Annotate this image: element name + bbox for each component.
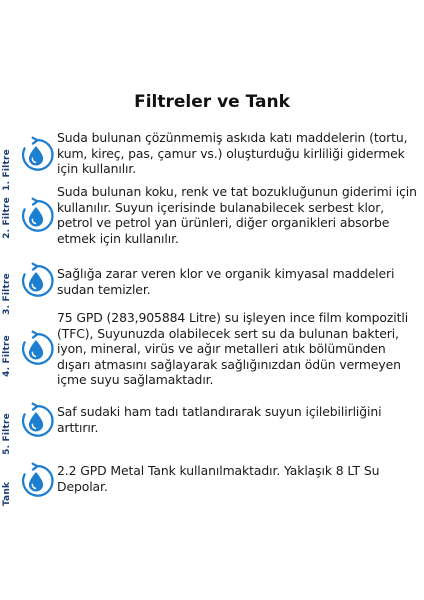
water-drop-icon xyxy=(17,262,55,300)
filter-description-2: Suda bulunan koku, renk ve tat bozukluğunun giderimi için kullanılır. Suyun içerisinde bulanabilecek serbest klor, petrol ve petrol yan ürünleri, diğer organikleri absorbe etmek için kullanılır. xyxy=(57,184,417,246)
water-drop-icon xyxy=(17,402,55,440)
filter-label-tank: Tank xyxy=(2,481,12,507)
filter-label-4: 4. Filtre xyxy=(2,335,12,377)
water-drop-icon xyxy=(17,197,55,235)
filter-description-5: Saf sudaki ham tadı tatlandırarak suyun içilebilirliğini arttırır. xyxy=(57,404,382,435)
page-title: Filtreler ve Tank xyxy=(134,92,290,112)
filter-label-3: 3. Filtre xyxy=(2,273,12,315)
water-drop-icon xyxy=(17,136,55,174)
filter-description-1: Suda bulunan çözünmemiş askıda katı maddelerin (tortu, kum, kireç, pas, çamur vs.) oluşturduğu kirliliği gidermek için kullanılır. xyxy=(57,130,408,176)
filter-label-1: 1. Filtre xyxy=(2,149,12,191)
filter-description-3: Sağlığa zarar veren klor ve organik kimyasal maddeleri sudan temizler. xyxy=(57,266,395,297)
filter-description-tank: 2.2 GPD Metal Tank kullanılmaktadır. Yaklaşık 8 LT Su Depolar. xyxy=(57,463,380,494)
water-drop-icon xyxy=(17,462,55,500)
filter-label-2: 2. Filtre xyxy=(2,197,12,239)
water-drop-icon xyxy=(17,330,55,368)
filter-description-4: 75 GPD (283,905884 Litre) su işleyen ince film kompozitli (TFC), Suyunuzda olabilecek sert su da bulunan bakteri, iyon, mineral, virüs ve ağır metalleri atık bölümünden dışarı atmasını sağlayarak sağlığınızdan ödün vermeyen içme suyu sağlamaktadır. xyxy=(57,310,409,387)
filter-label-5: 5. Filtre xyxy=(2,413,12,455)
